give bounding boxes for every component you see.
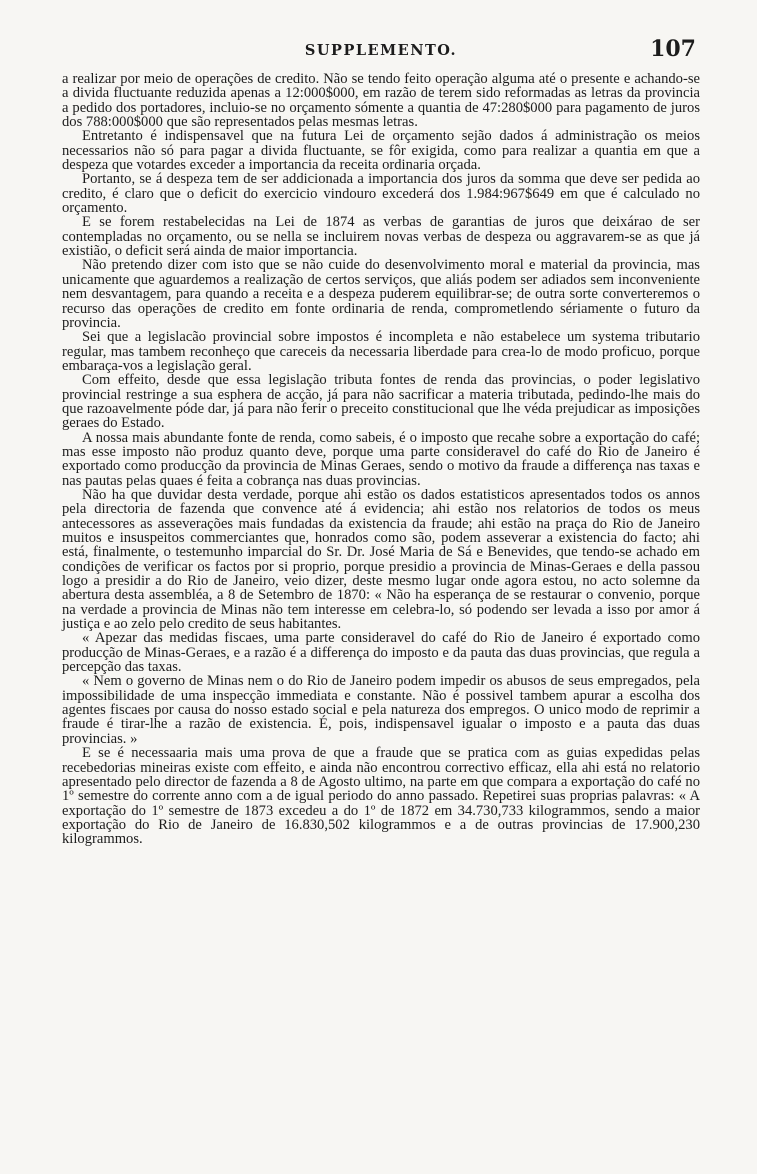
page-number: 107 <box>650 36 696 62</box>
paragraph: a realizar por meio de operações de credito. Não se tendo feito operação alguma até o presente e achando-se a divida fluctuante reduzida apenas a 12:000$000, em razão de terem sido reformadas as letras da provincia a pedido dos portadores, incluio-se no orçamento sómente a quantia de 47:280$000 para pagamento de juros dos 788:000$000 que são representados pelas mesmas letras. <box>62 71 700 131</box>
paragraph: « Apezar das medidas fiscaes, uma parte consideravel do café do Rio de Janeiro é exportado como producção de Minas-Geraes, e a razão é a differença do imposto e da pauta das duas provincias, que regula a percepção das taxas. <box>62 630 700 676</box>
running-title: SUPPLEMENTO. <box>304 42 458 59</box>
paragraph: Portanto, se á despeza tem de ser addicionada a importancia dos juros da somma que deve ser pedida ao credito, é claro que o deficit do exercicio vindouro excederá dos 1.984:967$649 em que é calculado no orçamento. <box>62 171 700 217</box>
paragraph: « Nem o governo de Minas nem o do Rio de Janeiro podem impedir os abusos de seus empregados, pela impossibilidade de uma inspecção immediata e constante. Não é possivel tambem apurar a escolha dos agentes fiscaes por causa do nosso estado social e pela natureza dos empregos. O unico modo de reprimir a fraude é tirar-lhe a razão de existencia. É, pois, indispensavel igualar o imposto e a pauta das duas provincias. » <box>62 673 700 747</box>
page-header <box>62 38 700 68</box>
paragraph: Não pretendo dizer com isto que se não cuide do desenvolvimento moral e material da provincia, mas unicamente que aguardemos a realização de certos serviços, que aliás podem ser adiados sem inconveniente nem desvantagem, para quando a receita e a despeza puderem equilibrar-se; de outra sorte converteremos o recurso das operações de credito em fonte ordinaria de renda, comprometlendo sériamente o futuro da provincia. <box>62 257 700 331</box>
document-page <box>62 38 700 847</box>
body-text <box>62 72 700 847</box>
paragraph: E se é necessaaria mais uma prova de que a fraude que se pratica com as guias expedidas pelas recebedorias mineiras existe com effeito, e ainda não encontrou correctivo efficaz, ella ahi está no relatorio apresentado pelo director de fazenda a 8 de Agosto ultimo, na parte em que compara a exportação do café no 1º semestre do corrente anno com a de igual periodo do anno passado. Repetirei suas proprias palavras: « A exportação do 1º semestre de 1873 excedeu a do 1º de 1872 em 34.730,733 kilogrammos, sendo a maior exportação do Rio de Janeiro de 16.830,502 kilogrammos e a de outras provincias de 17.900,230 kilogrammos. <box>62 745 700 848</box>
paragraph: Sei que a legislacão provincial sobre impostos é incompleta e não estabelece um systema tributario regular, mas tambem reconheço que careceis da necessaria liberdade para crea-lo de modo proficuo, porque embaraça-vos a legislação geral. <box>62 329 700 374</box>
paragraph: Entretanto é indispensavel que na futura Lei de orçamento sejão dados á administração os meios necessarios não só para pagar a divida fluctuante, se fôr exigida, como para realizar a quantia em que a despeza que votardes exceder a importancia da receita ordinaria orçada. <box>62 128 700 174</box>
paragraph: A nossa mais abundante fonte de renda, como sabeis, é o imposto que recahe sobre a exportação do café; mas esse imposto não produz quanto deve, porque uma parte consideravel do café do Rio de Janeiro é exportado como producção da provincia de Minas Geraes, sendo o motivo da fraude a differença nas taxas e nas pautas pelas quaes é feita a cobrança nas duas provincias. <box>62 429 700 489</box>
paragraph: Com effeito, desde que essa legislação tributa fontes de renda das provincias, o poder legislativo provincial restringe a sua esphera de acção, já para não sacrificar a materia tributada, pedindo-lhe mais do que razoavelmente póde dar, já para não ferir o preceito constitucional que lhe véda prejudicar as imposições geraes do Estado. <box>62 372 700 432</box>
paragraph: Não ha que duvidar desta verdade, porque ahi estão os dados estatisticos apresentados todos os annos pela directoria de fazenda que convence até á evidencia; ahi estão nos relatorios de todos os meus antecessores as asseverações mais fundadas da existencia da fraude; ahi estão na praça do Rio de Janeiro muitos e insuspeitos commerciantes que, honrados como são, podem asseverar a existencia do facto; ahi está, finalmente, o testemunho imparcial do Sr. Dr. José Maria de Sá e Benevides, que tendo-se achado em condições de verificar os factos por si proprio, porque presidio a provincia de Minas-Geraes e della passou logo a presidir a do Rio de Janeiro, veio dizer, deste mesmo lugar onde agora estou, no acto solemne da abertura desta assembléa, a 8 de Setembro de 1870: « Não ha esperança de se restaurar o convenio, porque na verdade a provincia de Minas não tem interesse em celebra-lo, só podendo ser levada a isso por amor á justiça e ao zelo pelo credito de seus habitantes. <box>62 486 700 633</box>
paragraph: E se forem restabelecidas na Lei de 1874 as verbas de garantias de juros que deixárao de ser contempladas no orçamento, ou se nella se incluirem novas verbas de despeza ou aggravarem-se as que já existião, o deficit será ainda de maior importancia. <box>62 214 700 260</box>
